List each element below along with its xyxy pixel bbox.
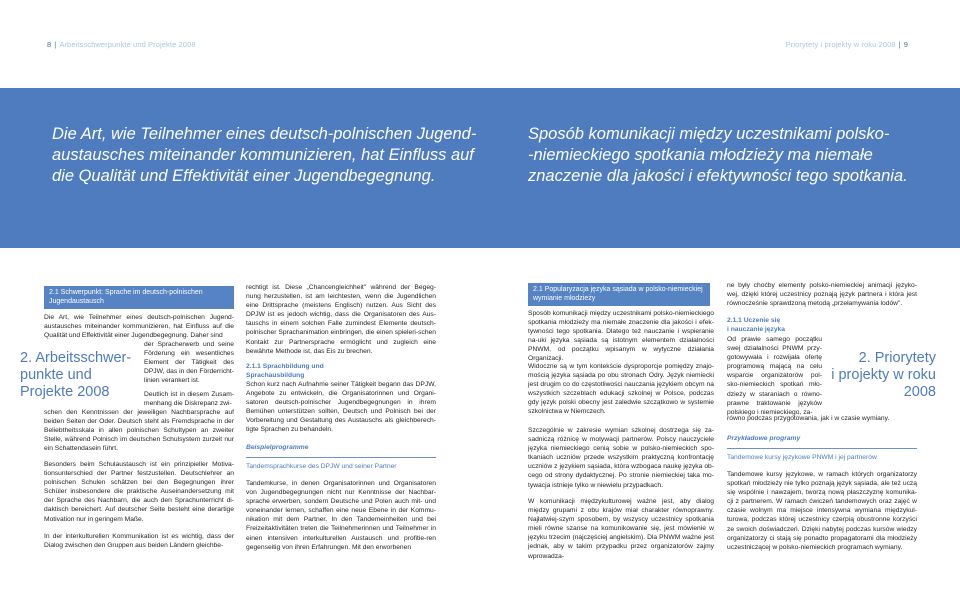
left-col1-para3: Besonders beim Schulaustausch ist ein prinzipieller Motiva-tionsunterschied der Partner festzustellen. Deutschlehrer an polnischen Schulen schätzen bei den Begegnungen ihrer Schüler insbesondere die praktische Auseinandersetzung mit der Sprache des Nachbarn, die auch den Sprachunterricht di-daktisch bereichert. Auf deutscher Seite besteht eine derartige Motivation nur in geringem Maße. [44, 461, 234, 523]
left-col2-para2: Schon kurz nach Aufnahme seiner Tätigkeit begann das DPJW, Angebote zu entwickeln, die Organisatorinnen und Organi-satoren deutsch-polnischer Jugendbegegnungen in ihrem Bemühen unterstützen sollten, Deutsch und Polnisch bei der Vorbereitung und Gestaltung des Austauschs als gleichberech-tigte Sprachen zu behandeln. [246, 381, 436, 434]
left-col2-para3: Tandemkurse, in denen Organisatorinnen und Organisatoren von Jugendbegegnungen nicht nur Kenntnisse der Nachbar-sprache erwerben, sondern Deutsche und Polen auch mit- und voneinander lernen, schaffen eine neue Ebene in der Kommu-nikation mit dem Partner. In den Tandemeinheiten und bei Freizeitaktivitäten treten die Teilnehmerinnen und Teilnehmer in einen intensiven interkulturellen Austausch und profitie-ren gegenseitig von ihren Erfahrungen. Mit den erworbenen [246, 480, 436, 551]
right-running-head [786, 40, 908, 49]
right-banner [480, 88, 960, 248]
left-col1-para1-top: Die Art, wie Teilnehmer eines deutsch-polnischen Jugend-austausches miteinander kommunizieren, hat Einfluss auf die Qualität und Effektivität einer Jugendbegegnung. Daher sind [44, 314, 234, 340]
right-col2-para1: ne były choćby elementy polsko-niemieckiej animacji języko-wej, dzięki której uczestnicy poznają język partnera i która jest równocześnie sprawdzoną metodą „przełamywania lodów". [727, 282, 917, 308]
right-section-heading: 2.1 Popularyzacja języka sąsiada w polsko-niemieckiej wymianie młodzieży [528, 283, 710, 306]
right-col1-para1: Sposób komunikacji między uczestnikami polsko-niemieckiego spotkania młodzieży ma niemałe znaczenie dla jakości i efek-tywności tego spotkania. Dlatego też nauczanie i wspieranie na-uki języka sąsiada są istotnym elementem działalności PNWM, od początku wpisanym w wytyczne działania Organizacji. [528, 310, 714, 363]
right-col2-para2-bottom: równo podczas przygotowania, jak i w czasie wymiany. [727, 415, 890, 422]
left-running-head [47, 40, 196, 49]
left-col2-subheading-2: Beispielprogramme [246, 444, 309, 451]
right-col2-subheading-1: 2.1.1 Uczenie się i nauczanie języka [727, 317, 785, 334]
right-col1-para3: Szczególnie w zakresie wymian szkolnej dostrzega się za-sadniczą różnicę w motywacji partnerów. Polscy nauczyciele języka niemieckiego cenią sobie w polsko-niemieckich spo-tkaniach uczniów przede wszystkim praktyczną konfrontację uczniów z językiem sąsiada, która wzbogaca naukę języka ob-cego od strony dydaktycznej. Po stronie niemieckiej taka mo-tywacja istnieje tylko w niewielu przypadkach. [528, 427, 714, 489]
right-page-number: 9 [903, 40, 908, 49]
left-col2-para1: rechtigt ist. Diese „Chancengleichheit" während der Begeg-nung herzustellen, ist am leichtesten, wenn die Jugendlichen eine Drittsprache (meistens Englisch) nutzen. Aus Sicht des DPJW ist es jedoch wichtig, dass die Organisatoren des Aus-tauschs in einem solchen Falle zumindest Elemente deutsch-polnischer Sprachanimation einbringen, die einen spieleri-schen Kontakt zur Partnersprache ermöglicht und zugleich eine bewährte Methode ist, das Eis zu brechen. [246, 284, 436, 355]
left-col1-para2-bottom: schen den Kenntnissen der jeweiligen Nachbarsprache auf beiden Seiten der Oder. Deutsch steht als Fremdsprache in der Beliebtheitsskala in allen polnischen Schultypen an zweiter Stelle, während Polnisch im deutschen Schulsystem zurzeit nur ein Schattendasein führt. [44, 409, 234, 453]
left-banner [0, 88, 480, 248]
left-banner-title: Die Art, wie Teilnehmer eines deutsch-polnischen Jugend- austausches miteinander kommunizieren, hat Einfluss auf die Qualität und Effektivität einer Jugendbegegnung. [52, 125, 477, 185]
left-col1-para2-right: Deutlich ist in diesem Zusam-menhang die Diskrepanz zwi- [144, 391, 234, 408]
right-col2-subheading-2: Przykładowe programy [727, 435, 801, 442]
right-banner-title: Sposób komunikacji między uczestnikami polsko- -niemieckiego spotkania młodzieży ma niemałe znaczenie dla jakości i efektywności tego spotkania. [528, 125, 908, 185]
left-col2-rule [246, 457, 436, 458]
right-sidebar-title: 2. Priorytety i projekty w roku 2008 [831, 350, 936, 400]
right-page [480, 0, 960, 594]
left-section-heading: 2.1 Schwerpunkt: Sprache im deutsch-polnischen Jugendaustausch [44, 286, 234, 309]
left-running-head-separator: | [54, 40, 57, 49]
left-col2-subheading-1: 2.1.1 Sprachbildung und Sprachausbildung [246, 363, 324, 380]
right-col2-program-label: Tandemowe kursy językowe PNWM i jej partnerów [727, 454, 877, 461]
right-col1-para4: W komunikacji międzykulturowej ważne jest, aby dialog między grupami z obu krajów miał charakter równoprawny. Najłatwiej-szym sposobem, by wszyscy uczestnicy spotkania mieli równe szanse na komunikowanie się, jest mówienie w języku trzecim (najczęściej angielskim). Dla PNWM ważne jest jednak, aby w takim przypadku przez organizatorów zajmy wprowadza- [528, 498, 714, 560]
left-running-head-section: Arbeitsschwerpunkte und Projekte 2008 [59, 40, 196, 49]
right-col2-para2-left: Od prawie samego początku swej działalności PNWM przy-gotowywała i rozwijała ofertę programową mającą na celu wsparcie organizatorów pol-sko-niemieckich spotkań mło-dzieży w staraniach o równo-prawne traktowanie języków polskiego i niemieckiego, za- [727, 336, 822, 416]
left-col2-program-label: Tandemsprachkurse des DPJW und seiner Partner [246, 463, 397, 470]
left-col1-para1-right: der Spracherwerb und seine Förderung ein wesentliches Element der Tätigkeit des DPJW, das in den Förderricht-linien verankert ist. [144, 341, 234, 385]
right-col2-para3: Tandemowe kursy językowe, w ramach których organizatorzy spotkań młodzieży nie tylko poznają język sąsiada, ale też uczą się wspólnie i nawzajem, tworzą nową płaszczyznę komunika-cji z partnerem. W ramach ćwiczeń tandemowych oraz zajęć w czasie wolnym ma miejsce intensywna wymiana międzykul-turowa, podczas której uczestnicy czerpią obustronne korzyści ze swoich doświadczeń. Dzięki nabytej podczas kursów wiedzy organizatorzy ci stają się ponadto propagatorami dla młodzieży uczestniczącej w polsko-niemieckich programach wymiany. [727, 471, 917, 551]
right-running-head-separator: | [898, 40, 901, 49]
right-col2-rule [727, 448, 917, 449]
left-page-number: 8 [47, 40, 52, 49]
left-sidebar-title: 2. Arbeitsschwer- punkte und Projekte 2008 [20, 350, 132, 400]
right-running-head-section: Priorytety i projekty w roku 2008 [785, 40, 896, 49]
right-col1-para2: Widoczne są w tym kontekście dysproporcje pomiędzy znajo-mością języka sąsiada po obu stronach Odry. Język niemiecki jest drugim co do częstotliwości nauczania językiem obcym na wszystkich szczeblach edukacji szkolnej w Polsce, podczas gdy język polski obecny jest zaledwie szczątkowo w systemie szkolnictwa w Niemczech. [528, 363, 714, 416]
left-col1-para4: In der interkulturellen Kommunikation ist es wichtig, dass der Dialog zwischen den Gruppen aus beiden Ländern gleichbe- [44, 533, 234, 550]
